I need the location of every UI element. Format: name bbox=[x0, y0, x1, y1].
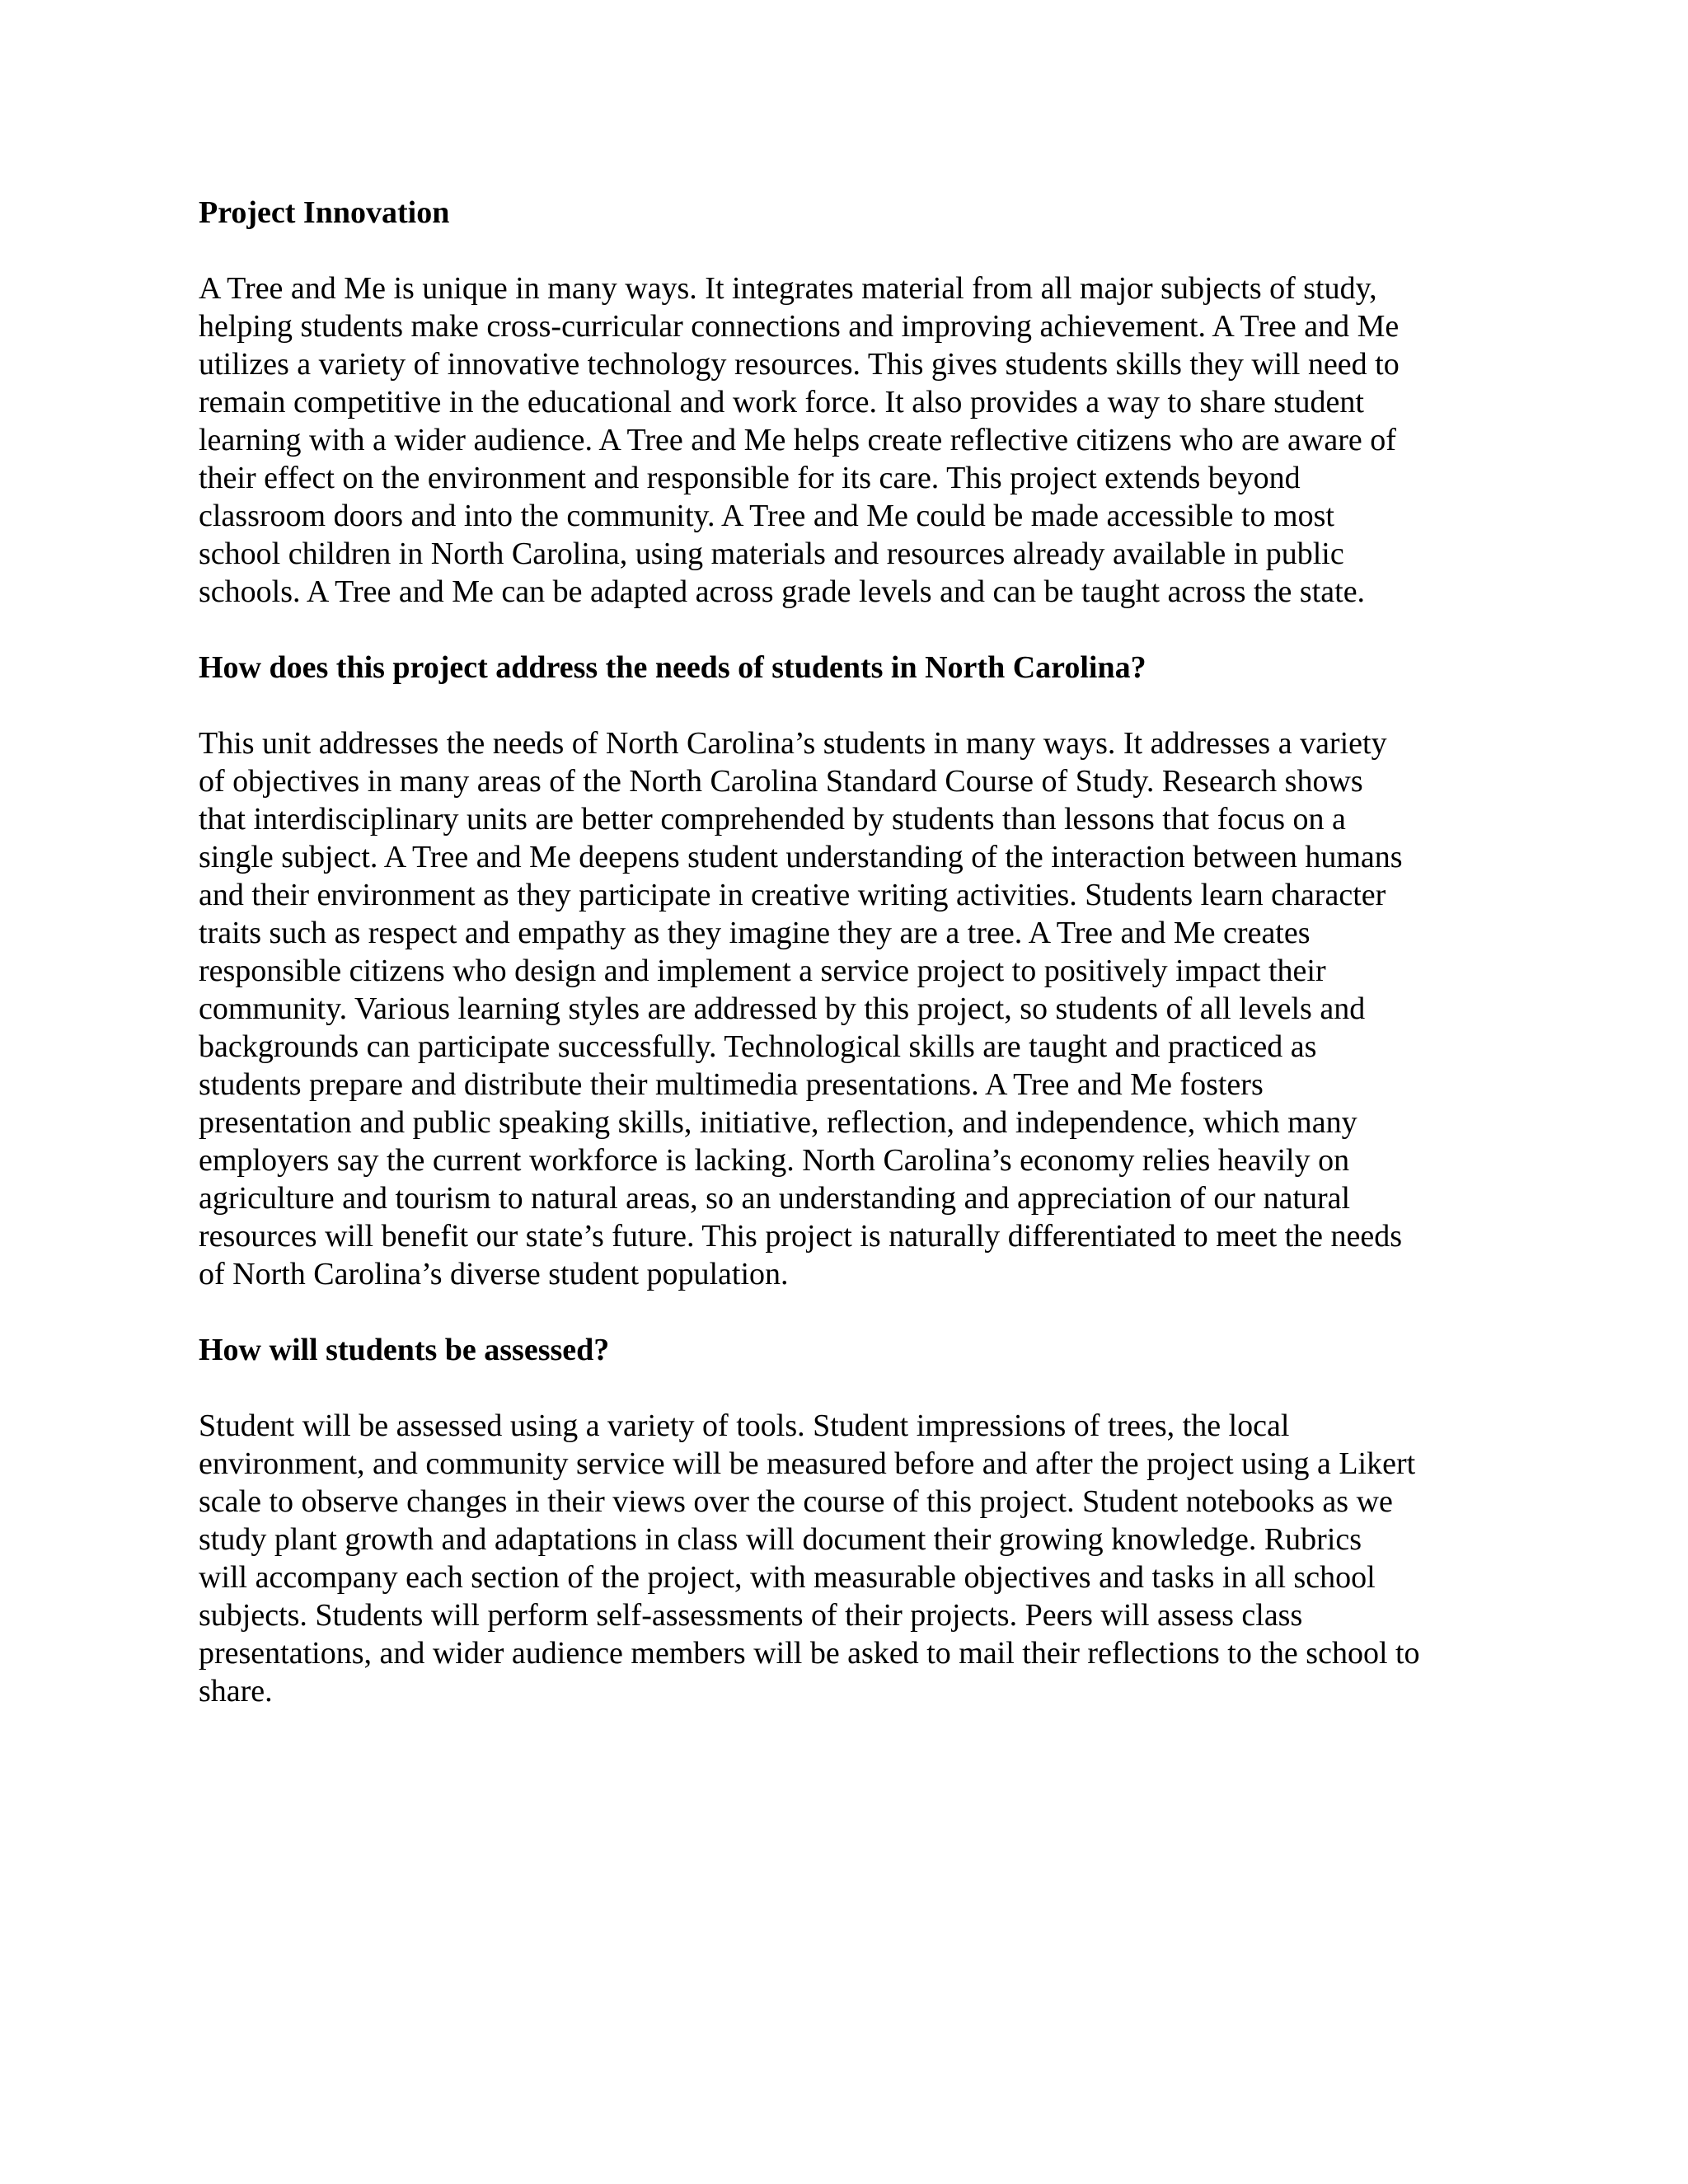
paragraph-line: backgrounds can participate successfully. Technological skills are taught and practiced as bbox=[199, 1029, 1317, 1064]
paragraph-line: presentation and public speaking skills, initiative, reflection, and independence, which many bbox=[199, 1105, 1357, 1140]
paragraph-line: students prepare and distribute their multimedia presentations. A Tree and Me fosters bbox=[199, 1067, 1264, 1102]
section-paragraph bbox=[199, 1407, 1501, 1710]
section-paragraph bbox=[199, 269, 1501, 611]
paragraph-line: A Tree and Me is unique in many ways. It integrates material from all major subjects of study, bbox=[199, 271, 1377, 306]
paragraph-line: single subject. A Tree and Me deepens student understanding of the interaction between humans bbox=[199, 840, 1403, 874]
paragraph-line: and their environment as they participate in creative writing activities. Students learn character bbox=[199, 878, 1386, 912]
paragraph-line: their effect on the environment and responsible for its care. This project extends beyond bbox=[199, 461, 1301, 495]
paragraph-line: share. bbox=[199, 1674, 273, 1708]
paragraph-line: of North Carolina’s diverse student population. bbox=[199, 1257, 789, 1291]
section-assessment bbox=[199, 1331, 1501, 1710]
section-heading: How will students be assessed? bbox=[199, 1333, 610, 1367]
paragraph-line: remain competitive in the educational and work force. It also provides a way to share student bbox=[199, 385, 1364, 419]
paragraph-line: learning with a wider audience. A Tree and Me helps create reflective citizens who are aware of bbox=[199, 423, 1396, 457]
paragraph-line: school children in North Carolina, using materials and resources already available in public bbox=[199, 537, 1344, 571]
paragraph-line: will accompany each section of the project, with measurable objectives and tasks in all school bbox=[199, 1560, 1376, 1595]
section-project-innovation bbox=[199, 194, 1501, 611]
paragraph-line: Student will be assessed using a variety of tools. Student impressions of trees, the local bbox=[199, 1408, 1290, 1443]
paragraph-line: helping students make cross-curricular connections and improving achievement. A Tree and Me bbox=[199, 309, 1400, 344]
paragraph-line: community. Various learning styles are addressed by this project, so students of all levels and bbox=[199, 991, 1366, 1026]
paragraph-line: subjects. Students will perform self-assessments of their projects. Peers will assess class bbox=[199, 1598, 1303, 1633]
section-student-needs bbox=[199, 649, 1501, 1293]
paragraph-line: schools. A Tree and Me can be adapted across grade levels and can be taught across the state. bbox=[199, 574, 1366, 609]
paragraph-line: environment, and community service will be measured before and after the project using a Likert bbox=[199, 1446, 1416, 1481]
paragraph-line: employers say the current workforce is lacking. North Carolina’s economy relies heavily on bbox=[199, 1143, 1350, 1178]
paragraph-line: study plant growth and adaptations in class will document their growing knowledge. Rubrics bbox=[199, 1522, 1362, 1557]
paragraph-line: scale to observe changes in their views over the course of this project. Student notebooks as we bbox=[199, 1484, 1393, 1519]
paragraph-line: traits such as respect and empathy as they imagine they are a tree. A Tree and Me creates bbox=[199, 916, 1311, 950]
document-body bbox=[199, 194, 1501, 1710]
paragraph-line: classroom doors and into the community. A Tree and Me could be made accessible to most bbox=[199, 499, 1334, 533]
section-heading: Project Innovation bbox=[199, 195, 450, 230]
paragraph-line: resources will benefit our state’s future. This project is naturally differentiated to meet the needs bbox=[199, 1219, 1403, 1254]
section-heading: How does this project address the needs of students in North Carolina? bbox=[199, 650, 1146, 685]
paragraph-line: that interdisciplinary units are better comprehended by students than lessons that focus on a bbox=[199, 802, 1346, 837]
section-paragraph bbox=[199, 724, 1501, 1293]
paragraph-line: presentations, and wider audience members will be asked to mail their reflections to the school to bbox=[199, 1636, 1420, 1671]
paragraph-line: agriculture and tourism to natural areas, so an understanding and appreciation of our natural bbox=[199, 1181, 1351, 1216]
paragraph-line: of objectives in many areas of the North Carolina Standard Course of Study. Research shows bbox=[199, 764, 1363, 799]
paragraph-line: utilizes a variety of innovative technology resources. This gives students skills they will need to bbox=[199, 347, 1400, 382]
paragraph-line: responsible citizens who design and implement a service project to positively impact their bbox=[199, 954, 1326, 988]
paragraph-line: This unit addresses the needs of North Carolina’s students in many ways. It addresses a variety bbox=[199, 726, 1387, 761]
